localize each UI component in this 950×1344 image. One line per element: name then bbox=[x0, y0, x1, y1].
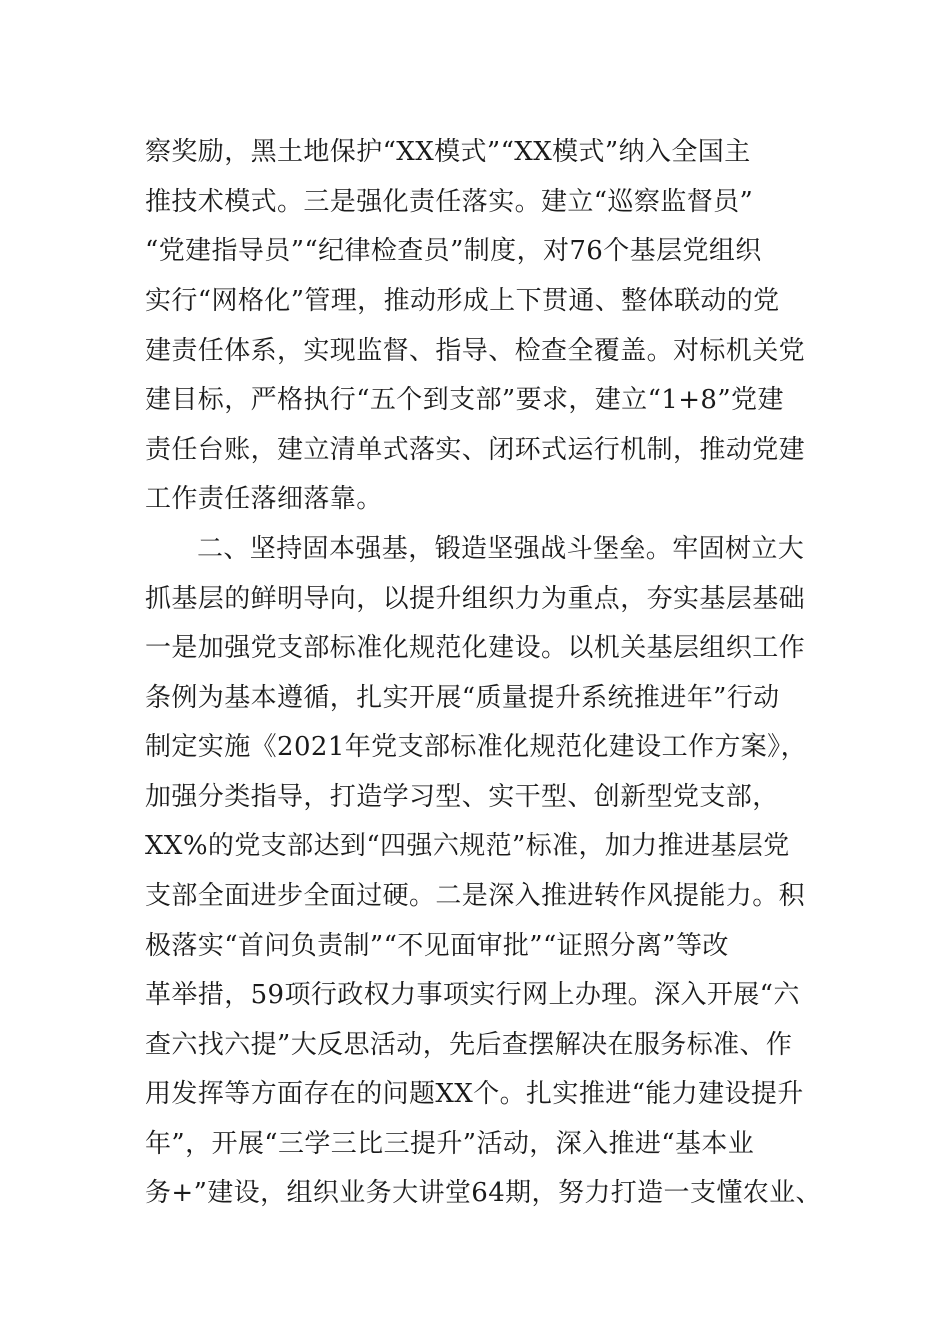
text-line: 务+”建设，组织业务大讲堂64期，努力打造一支懂农业、 bbox=[145, 1178, 822, 1208]
text-line: 查六找六提”大反思活动，先后查摆解决在服务标准、作 bbox=[145, 1030, 793, 1060]
text-line: 制定实施《2021年党支部标准化规范化建设工作方案》， bbox=[145, 732, 807, 762]
text-line: 条例为基本遵循，扎实开展“质量提升系统推进年”行动 bbox=[145, 683, 780, 713]
paragraph-heading-line: 二、坚持固本强基，锻造坚强战斗堡垒。牢固树立大 bbox=[197, 534, 805, 564]
text-line: 用发挥等方面存在的问题XX个。扎实推进“能力建设提升 bbox=[145, 1079, 804, 1109]
text-line: 工作责任落细落靠。 bbox=[145, 484, 383, 514]
text-line: 抓基层的鲜明导向，以提升组织力为重点，夯实基层基础 bbox=[145, 584, 806, 614]
text-line: 察奖励，黑土地保护“XX模式”“XX模式”纳入全国主 bbox=[145, 137, 751, 167]
text-line: 革举措，59项行政权力事项实行网上办理。深入开展“六 bbox=[145, 980, 800, 1010]
text-line: 加强分类指导，打造学习型、实干型、创新型党支部， bbox=[145, 782, 779, 812]
text-line: 建责任体系，实现监督、指导、检查全覆盖。对标机关党 bbox=[145, 336, 806, 366]
text-line: XX%的党支部达到“四强六规范”标准，加力推进基层党 bbox=[145, 831, 790, 861]
text-line: 一是加强党支部标准化规范化建设。以机关基层组织工作 bbox=[145, 633, 806, 663]
text-line: 年”，开展“三学三比三提升”活动，深入推进“基本业 bbox=[145, 1129, 755, 1159]
text-line: 建目标，严格执行“五个到支部”要求，建立“1+8”党建 bbox=[145, 385, 784, 415]
text-line: 推技术模式。三是强化责任落实。建立“巡察监督员” bbox=[145, 187, 754, 217]
text-line: 极落实“首问负责制”“不见面审批”“证照分离”等改 bbox=[145, 931, 729, 961]
text-line: “党建指导员”“纪律检查员”制度，对76个基层党组织 bbox=[145, 236, 762, 266]
text-line: 支部全面进步全面过硬。二是深入推进转作风提能力。积 bbox=[145, 881, 806, 911]
text-line: 实行“网格化”管理，推动形成上下贯通、整体联动的党 bbox=[145, 286, 780, 316]
text-line: 责任台账，建立清单式落实、闭环式运行机制，推动党建 bbox=[145, 435, 806, 465]
